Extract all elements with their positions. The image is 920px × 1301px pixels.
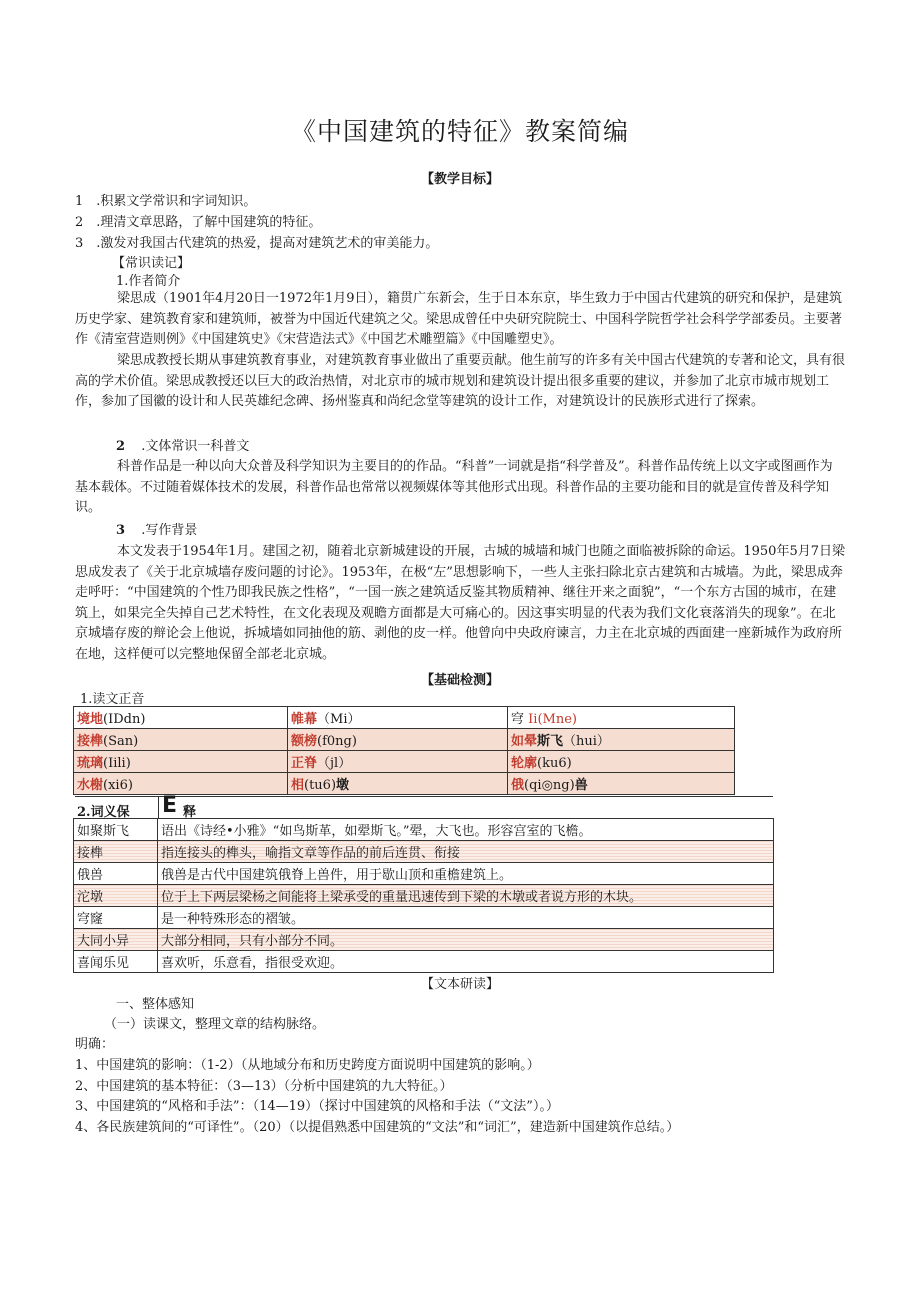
author-paragraph-2: 梁思成教授长期从事建筑教育事业，对建筑教育事业做出了重要贡献。他生前写的许多有关中国古代建筑的专著和论文，具有很高的学术价值。梁思成教授还以巨大的政治热情，对北京市的城市规划和建筑设计提出很多重要的建议，并参加了北京市城市规划工作，参加了国徽的设计和人民英雄纪念碑、扬州鉴真和尚纪念堂等建筑的设计工作，对建筑设计的民族形式进行了探索。 — [75, 353, 846, 409]
definition-cell: 喜欢听，乐意看，指很受欢迎。 — [158, 951, 774, 973]
term-cell: 喜闻乐见 — [74, 951, 158, 973]
definitions-table — [73, 818, 774, 973]
definitions-heading-rest: 释 — [183, 805, 197, 820]
table-row — [74, 885, 774, 907]
pron-cell: 穹 Ii(Mne) — [508, 707, 735, 729]
page-title: 《中国建筑的特征》教案简编 — [290, 117, 629, 146]
term-cell: 沱墩 — [74, 885, 158, 907]
objective-item: 2 .理清文章思路，了解中国建筑的特征。 — [75, 215, 322, 230]
term-cell: 如聚斯飞 — [74, 819, 158, 841]
definition-cell: 大部分相同，只有小部分不同。 — [158, 929, 774, 951]
background-heading-number: 3 — [116, 523, 126, 538]
definition-cell: 位于上下两层梁杨之间能将上梁承受的重量迅速传到下梁的木墩或者说方形的木块。 — [158, 885, 774, 907]
pron-cell: 接榫(San) — [74, 729, 288, 751]
background-heading — [116, 519, 197, 538]
pron-cell: 帷幕（Mi） — [288, 707, 508, 729]
table-row — [74, 841, 774, 863]
table-row — [74, 819, 774, 841]
definition-cell: 指连接头的榫头，喻指文章等作品的前后连贯、衔接 — [158, 841, 774, 863]
table-row — [74, 929, 774, 951]
background-paragraph: 本文发表于1954年1月。建国之初，随着北京新城建设的开展，古城的城墙和城门也随之面临被拆除的命运。1950年5月7日梁思成发表了《关于北京城墙存废问题的讨论》。1953年，在极“左”思想影响下，一些人主张扫除北京古建筑和古城墙。为此，梁思成奔走呼吁：“中国建筑的个性乃即我民族之性格”，“一国一族之建筑适反鉴其物质精神、继往开来之面貌”，“一个东方古国的城市，在建筑上，如果完全失掉自己艺术特性，在文化表现及观瞻方面都是大可痛心的。因这事实明显的代表为我们文化衰落消失的现象”。在北京城墙存废的辩论会上他说，拆城墙如同抽他的筋、剥他的皮一样。他曾向中央政府谏言，力主在北京城的西面建一座新城作为政府所在地，这样便可以完整地保留全部老北京城。 — [75, 544, 845, 662]
pronunciation-heading: 1.读文正音 — [80, 692, 145, 707]
basics-heading: 【基础检测】 — [420, 673, 499, 688]
pron-cell: 如晕斯飞（hui） — [508, 729, 735, 751]
overall-heading: 一、整体感知 — [116, 997, 195, 1012]
text-study-heading: 【文本研读】 — [420, 977, 499, 992]
table-row — [74, 729, 735, 751]
definitions-header — [75, 793, 773, 820]
table-row — [74, 907, 774, 929]
definition-cell: 语出《诗经•小雅》“如鸟斯革，如翚斯飞。”翚，大飞也。形容宫室的飞檐。 — [158, 819, 774, 841]
term-cell: 俄兽 — [74, 863, 158, 885]
genre-heading-number: 2 — [116, 439, 126, 454]
pron-cell: 琉璃(Iili) — [74, 751, 288, 773]
objectives-heading: 【教学目标】 — [420, 172, 499, 187]
table-row — [74, 707, 735, 729]
pron-cell: 额榜(f0ng) — [288, 729, 508, 751]
genre-heading — [116, 435, 249, 454]
term-cell: 大同小异 — [74, 929, 158, 951]
term-cell: 接榫 — [74, 841, 158, 863]
objective-item: 3 .激发对我国古代建筑的热爱，提高对建筑艺术的审美能力。 — [75, 236, 439, 251]
table-row — [74, 951, 774, 973]
table-row — [74, 863, 774, 885]
author-intro-heading: 1.作者简介 — [116, 274, 181, 289]
term-cell: 穹窿 — [74, 907, 158, 929]
objective-item: 1 .积累文学常识和字词知识。 — [75, 194, 257, 209]
answer-label: 明确： — [75, 1037, 115, 1052]
table-row — [74, 773, 735, 795]
genre-paragraph: 科普作品是一种以向大众普及科学知识为主要目的的作品。“科普”一词就是指“科学普及”。科普作品传统上以文字或图画作为基本载体。不过随着媒体技术的发展，科普作品也常常以视频媒体等其他形式出现。科普作品的主要功能和目的就是宣传普及科学知识。 — [75, 459, 833, 515]
genre-heading-text: .文体常识一科普文 — [141, 439, 250, 454]
pron-cell: 俄(qi◎ng)兽 — [508, 773, 735, 795]
definitions-heading-letter: E — [162, 793, 178, 818]
author-paragraph-1: 梁思成（1901年4月20日一1972年1月9日），籍贯广东新会，生于日本东京，毕生致力于中国古代建筑的研究和保护，是建筑历史学家、建筑教育家和建筑师，被誉为中国近代建筑之父。梁思成曾任中央研究院院士、中国科学院哲学社会科学学部委员。主要著作《清室营造则例》《中国建筑史》《宋营造法式》《中国艺术雕塑篇》《中国雕塑史》。 — [75, 291, 843, 347]
pron-cell: 正脊（jl） — [288, 751, 508, 773]
knowledge-heading: 【常识读记】 — [112, 256, 191, 271]
reading-task: （一）读课文，整理文章的结构脉络。 — [104, 1017, 326, 1032]
definition-cell: 是一种特殊形态的褶皱。 — [158, 907, 774, 929]
pron-cell: 水榭(xi6) — [74, 773, 288, 795]
structure-item: 2、中国建筑的基本特征：（3—13）（分析中国建筑的九大特征。） — [75, 1079, 453, 1094]
structure-item: 4、各民族建筑间的“可译性”。（20）（以提倡熟悉中国建筑的“文法”和“词汇”，建造新中国建筑作总结。） — [75, 1120, 680, 1135]
pron-cell: 境地(IDdn) — [74, 707, 288, 729]
pronunciation-table — [73, 706, 735, 795]
background-heading-text: .写作背景 — [141, 523, 198, 538]
definitions-heading: 2.词义保 — [77, 805, 130, 820]
pron-cell: 相(tu6)墩 — [288, 773, 508, 795]
definition-cell: 俄兽是古代中国建筑俄脊上兽件，用于歇山顶和重檐建筑上。 — [158, 863, 774, 885]
table-row — [74, 751, 735, 773]
pron-cell: 轮廓(ku6) — [508, 751, 735, 773]
structure-item: 1、中国建筑的影响：（1-2）（从地域分布和历史跨度方面说明中国建筑的影响。） — [75, 1058, 540, 1073]
structure-item: 3、中国建筑的“风格和手法”：（14—19）（探讨中国建筑的风格和手法（“文法”）。） — [75, 1099, 559, 1114]
header-divider — [158, 797, 159, 819]
